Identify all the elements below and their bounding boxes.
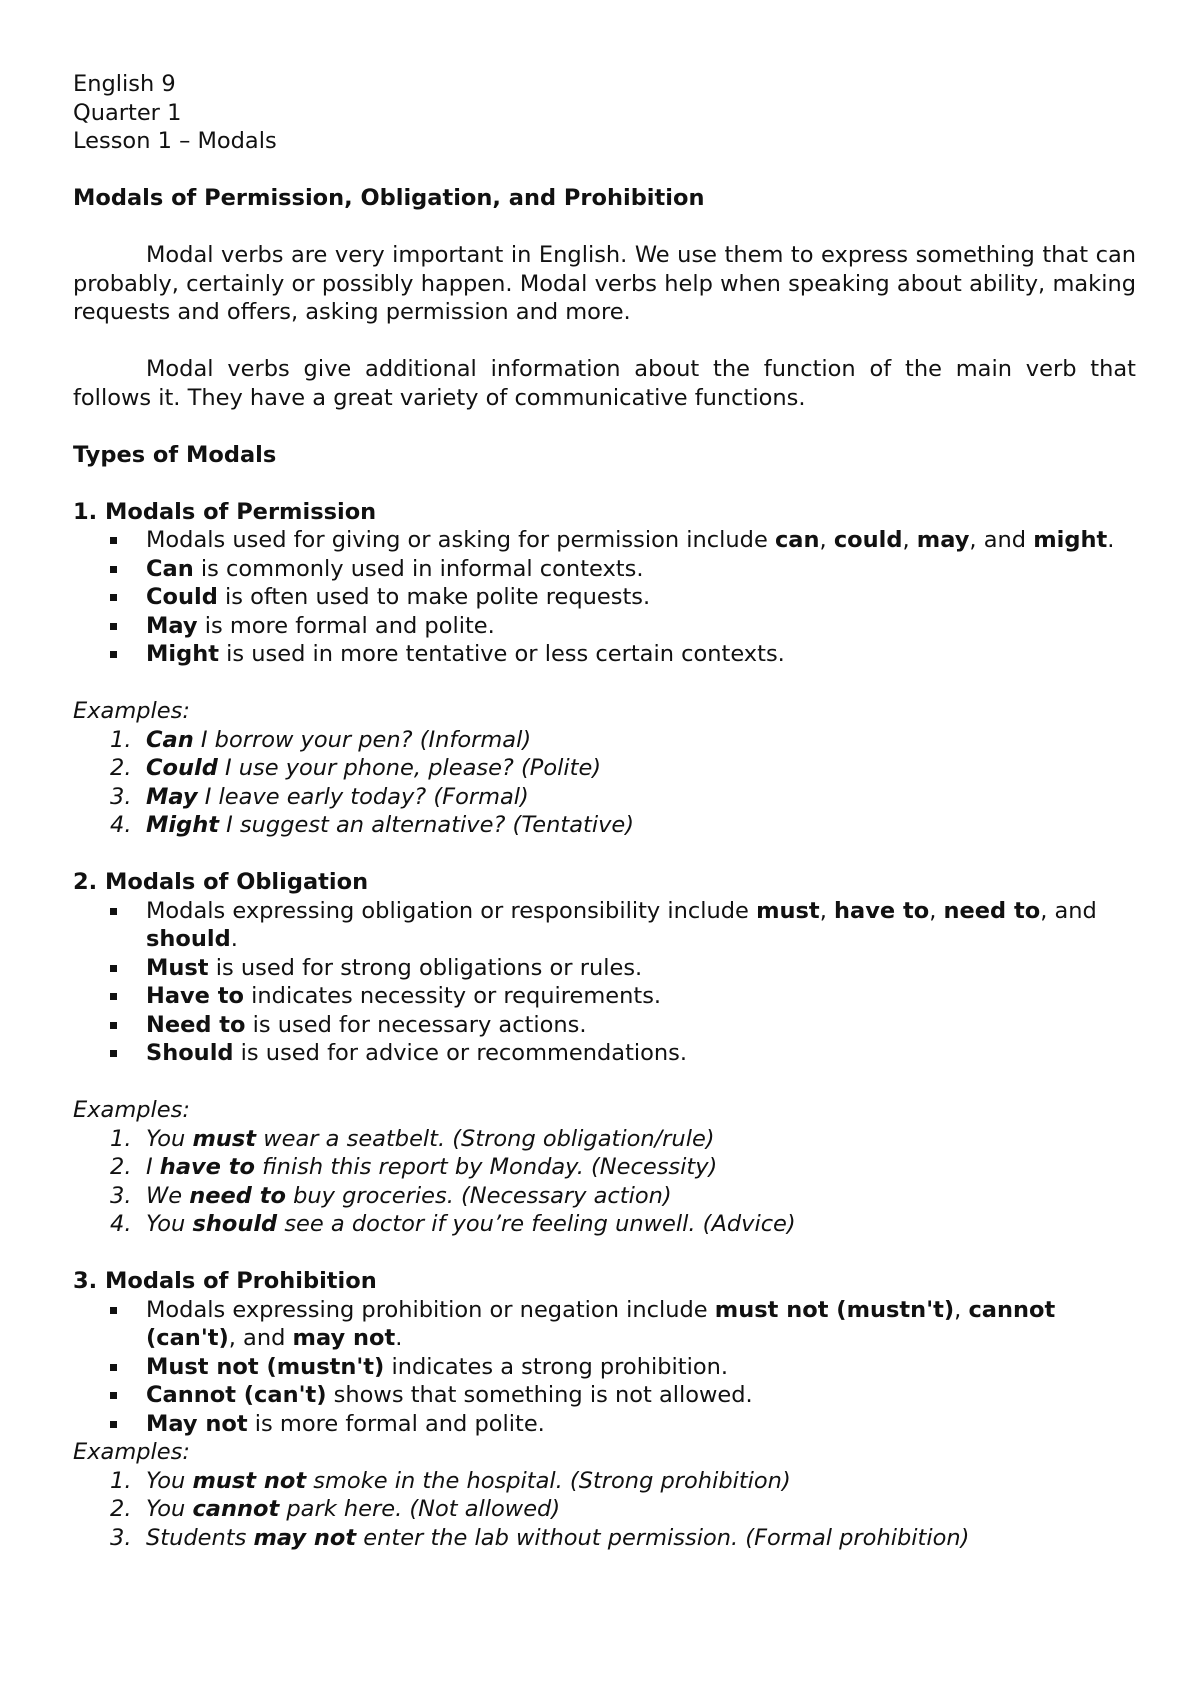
- example-list-obligation: [73, 1125, 1136, 1239]
- square-bullet-icon: [110, 1364, 117, 1371]
- document-page: [73, 70, 1136, 1552]
- document-title: Modals of Permission, Obligation, and Prohibition: [73, 185, 705, 211]
- square-bullet-icon: [110, 1050, 117, 1057]
- square-bullet-icon: [110, 566, 117, 573]
- bullet-list-prohibition: [73, 1296, 1136, 1439]
- bullet-item: Can is commonly used in informal contexts.: [73, 555, 1136, 584]
- bullet-item: May not is more formal and polite.: [73, 1410, 1136, 1439]
- example-item: 3. Students may not enter the lab without permission. (Formal prohibition): [110, 1524, 970, 1551]
- example-number: 3.: [110, 783, 132, 810]
- example-item: 2. I have to finish this report by Monday. (Necessity): [110, 1154, 718, 1180]
- example-item: 2. You cannot park here. (Not allowed): [110, 1496, 561, 1522]
- bullet-item: Need to is used for necessary actions.: [73, 1011, 1136, 1040]
- example-number: 3.: [110, 1524, 132, 1551]
- example-item: 3. May I leave early today? (Formal): [110, 783, 529, 810]
- bullet-list-obligation: [73, 897, 1136, 1068]
- section-heading-permission: 1. Modals of Permission: [73, 498, 377, 525]
- square-bullet-icon: [110, 1392, 117, 1399]
- square-bullet-icon: [110, 993, 117, 1000]
- bullet-list-permission: [73, 526, 1136, 669]
- quarter-label: Quarter 1: [73, 99, 182, 126]
- example-item: 1. You must wear a seatbelt. (Strong obligation/rule): [110, 1125, 715, 1152]
- example-number: 1.: [110, 1467, 132, 1494]
- types-heading: Types of Modals: [73, 441, 277, 468]
- example-item: 4. You should see a doctor if you’re feeling unwell. (Advice): [110, 1211, 796, 1237]
- square-bullet-icon: [110, 1307, 117, 1314]
- example-item: 1. You must not smoke in the hospital. (Strong prohibition): [110, 1467, 791, 1494]
- bullet-item: Might is used in more tentative or less certain contexts.: [73, 640, 1136, 669]
- example-item: 2. Could I use your phone, please? (Polite): [110, 755, 602, 781]
- square-bullet-icon: [110, 537, 117, 544]
- bullet-item: Must not (mustn't) indicates a strong prohibition.: [73, 1353, 1136, 1382]
- example-number: 4.: [110, 1211, 132, 1237]
- square-bullet-icon: [110, 623, 117, 630]
- examples-label-obligation: Examples:: [73, 1097, 190, 1123]
- intro-paragraph-2: Modal verbs give additional information about the function of the main verb that follows it. They have a great variety of communicative functions.: [73, 356, 1136, 411]
- section-heading-obligation: 2. Modals of Obligation: [73, 869, 369, 895]
- bullet-item: Modals used for giving or asking for permission include can, could, may, and might.: [73, 526, 1136, 555]
- bullet-item: Cannot (can't) shows that something is not allowed.: [73, 1381, 1136, 1410]
- course-label: English 9: [73, 71, 176, 97]
- example-number: 4.: [110, 812, 132, 838]
- square-bullet-icon: [110, 651, 117, 658]
- square-bullet-icon: [110, 908, 117, 915]
- example-number: 2.: [110, 1496, 132, 1522]
- square-bullet-icon: [110, 1022, 117, 1029]
- example-number: 1.: [110, 1125, 132, 1152]
- bullet-item: Could is often used to make polite requests.: [73, 583, 1136, 612]
- example-list-prohibition: [73, 1467, 1136, 1553]
- example-number: 2.: [110, 1154, 132, 1180]
- example-item: 3. We need to buy groceries. (Necessary action): [110, 1182, 672, 1209]
- bullet-item: May is more formal and polite.: [73, 612, 1136, 641]
- square-bullet-icon: [110, 594, 117, 601]
- example-list-permission: [73, 726, 1136, 840]
- lesson-label: Lesson 1 – Modals: [73, 128, 277, 154]
- examples-label-permission: Examples:: [73, 698, 190, 724]
- example-item: 1. Can I borrow your pen? (Informal): [110, 726, 532, 753]
- square-bullet-icon: [110, 965, 117, 972]
- bullet-item: Modals expressing obligation or responsibility include must, have to, need to, and should.: [73, 897, 1136, 954]
- examples-label-prohibition: Examples:: [73, 1439, 190, 1465]
- intro-paragraph-1: Modal verbs are very important in English. We use them to express something that can probably, certainly or possibly happen. Modal verbs help when speaking about ability, making requests and offers, asking permission and more.: [73, 242, 1136, 325]
- square-bullet-icon: [110, 1421, 117, 1428]
- example-number: 1.: [110, 726, 132, 753]
- example-item: 4. Might I suggest an alternative? (Tentative): [110, 812, 635, 838]
- example-number: 2.: [110, 755, 132, 781]
- bullet-item: Must is used for strong obligations or rules.: [73, 954, 1136, 983]
- bullet-item: Should is used for advice or recommendations.: [73, 1039, 1136, 1068]
- example-number: 3.: [110, 1182, 132, 1209]
- bullet-item: Have to indicates necessity or requirements.: [73, 982, 1136, 1011]
- section-heading-prohibition: 3. Modals of Prohibition: [73, 1268, 377, 1294]
- bullet-item: Modals expressing prohibition or negation include must not (mustn't), cannot (can't), and may not.: [73, 1296, 1136, 1353]
